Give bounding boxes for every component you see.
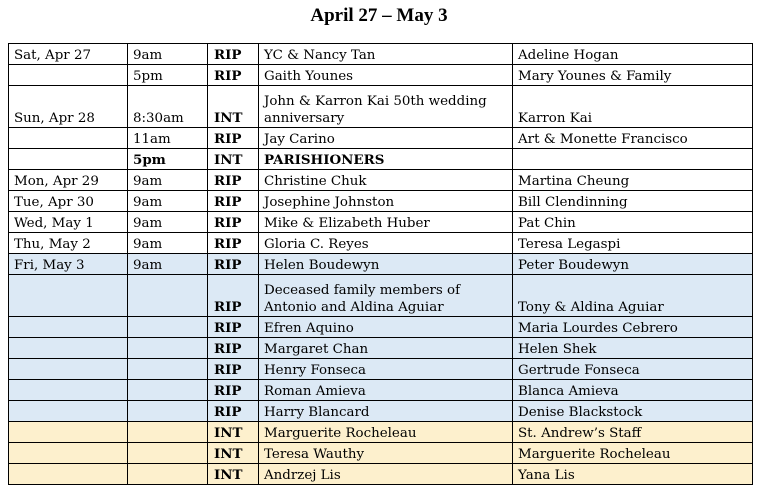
- day-cell: [9, 380, 128, 401]
- requested-by-cell: Adeline Hogan: [513, 44, 753, 65]
- day-cell: [9, 128, 128, 149]
- table-row: [9, 149, 753, 170]
- day-cell: [9, 65, 128, 86]
- table-row: [9, 86, 753, 128]
- requested-by-cell: St. Andrew’s Staff: [513, 422, 753, 443]
- intention-type-cell: RIP: [208, 401, 259, 422]
- time-cell: [128, 275, 208, 317]
- table-row: [9, 275, 753, 317]
- time-cell: 9am: [128, 254, 208, 275]
- time-cell: 5pm: [128, 149, 208, 170]
- requested-by-cell: Maria Lourdes Cebrero: [513, 317, 753, 338]
- day-cell: Fri, May 3: [9, 254, 128, 275]
- day-cell: Tue, Apr 30: [9, 191, 128, 212]
- time-cell: 5pm: [128, 65, 208, 86]
- intention-type-cell: INT: [208, 443, 259, 464]
- requested-by-cell: Gertrude Fonseca: [513, 359, 753, 380]
- intention-type-cell: INT: [208, 422, 259, 443]
- intention-for-cell: Christine Chuk: [259, 170, 513, 191]
- requested-by-cell: Denise Blackstock: [513, 401, 753, 422]
- mass-intentions-table: [8, 43, 753, 485]
- time-cell: 8:30am: [128, 86, 208, 128]
- requested-by-cell: Teresa Legaspi: [513, 233, 753, 254]
- intention-for-cell: Jay Carino: [259, 128, 513, 149]
- intention-type-cell: RIP: [208, 128, 259, 149]
- intention-type-cell: RIP: [208, 44, 259, 65]
- page-title: April 27 – May 3: [310, 5, 448, 26]
- day-cell: [9, 401, 128, 422]
- table-row: [9, 359, 753, 380]
- intention-for-cell: YC & Nancy Tan: [259, 44, 513, 65]
- intention-type-cell: INT: [208, 149, 259, 170]
- day-cell: [9, 443, 128, 464]
- intention-type-cell: RIP: [208, 275, 259, 317]
- day-cell: Sat, Apr 27: [9, 44, 128, 65]
- intention-type-cell: RIP: [208, 65, 259, 86]
- time-cell: [128, 443, 208, 464]
- intention-type-cell: RIP: [208, 317, 259, 338]
- requested-by-cell: Helen Shek: [513, 338, 753, 359]
- intention-for-cell: PARISHIONERS: [259, 149, 513, 170]
- requested-by-cell: Tony & Aldina Aguiar: [513, 275, 753, 317]
- table-row: [9, 254, 753, 275]
- intention-for-cell: Margaret Chan: [259, 338, 513, 359]
- requested-by-cell: [513, 149, 753, 170]
- table-row: [9, 191, 753, 212]
- time-cell: [128, 317, 208, 338]
- intention-for-cell: Helen Boudewyn: [259, 254, 513, 275]
- requested-by-cell: Yana Lis: [513, 464, 753, 485]
- intention-for-cell: Harry Blancard: [259, 401, 513, 422]
- time-cell: 11am: [128, 128, 208, 149]
- time-cell: [128, 380, 208, 401]
- day-cell: [9, 338, 128, 359]
- intention-for-cell: Deceased family members of Antonio and Aldina Aguiar: [259, 275, 513, 317]
- day-cell: [9, 359, 128, 380]
- table-row: [9, 212, 753, 233]
- time-cell: 9am: [128, 233, 208, 254]
- intention-for-cell: Gloria C. Reyes: [259, 233, 513, 254]
- intention-type-cell: INT: [208, 86, 259, 128]
- intention-for-cell: Mike & Elizabeth Huber: [259, 212, 513, 233]
- intention-type-cell: RIP: [208, 338, 259, 359]
- table-row: [9, 317, 753, 338]
- requested-by-cell: Blanca Amieva: [513, 380, 753, 401]
- table-row: [9, 44, 753, 65]
- table-row: [9, 65, 753, 86]
- intention-for-cell: Teresa Wauthy: [259, 443, 513, 464]
- day-cell: Thu, May 2: [9, 233, 128, 254]
- intention-type-cell: RIP: [208, 233, 259, 254]
- intention-type-cell: RIP: [208, 212, 259, 233]
- table-row: [9, 128, 753, 149]
- day-cell: [9, 422, 128, 443]
- intention-for-cell: Josephine Johnston: [259, 191, 513, 212]
- table-row: [9, 170, 753, 191]
- requested-by-cell: Pat Chin: [513, 212, 753, 233]
- table-row: [9, 401, 753, 422]
- requested-by-cell: Mary Younes & Family: [513, 65, 753, 86]
- time-cell: 9am: [128, 212, 208, 233]
- day-cell: Mon, Apr 29: [9, 170, 128, 191]
- requested-by-cell: Marguerite Rocheleau: [513, 443, 753, 464]
- day-cell: [9, 149, 128, 170]
- day-cell: [9, 317, 128, 338]
- intention-type-cell: RIP: [208, 170, 259, 191]
- table-row: [9, 422, 753, 443]
- intention-for-cell: Andrzej Lis: [259, 464, 513, 485]
- intention-type-cell: RIP: [208, 191, 259, 212]
- intention-for-cell: John & Karron Kai 50th wedding anniversary: [259, 86, 513, 128]
- table-row: [9, 380, 753, 401]
- requested-by-cell: Bill Clendinning: [513, 191, 753, 212]
- intention-for-cell: Henry Fonseca: [259, 359, 513, 380]
- requested-by-cell: Art & Monette Francisco: [513, 128, 753, 149]
- intention-for-cell: Roman Amieva: [259, 380, 513, 401]
- day-cell: Wed, May 1: [9, 212, 128, 233]
- intention-for-cell: Efren Aquino: [259, 317, 513, 338]
- time-cell: [128, 359, 208, 380]
- intention-for-cell: Marguerite Rocheleau: [259, 422, 513, 443]
- requested-by-cell: Karron Kai: [513, 86, 753, 128]
- requested-by-cell: Martina Cheung: [513, 170, 753, 191]
- time-cell: 9am: [128, 170, 208, 191]
- table-row: [9, 443, 753, 464]
- intention-type-cell: INT: [208, 464, 259, 485]
- time-cell: 9am: [128, 44, 208, 65]
- time-cell: [128, 422, 208, 443]
- time-cell: [128, 338, 208, 359]
- intention-for-cell: Gaith Younes: [259, 65, 513, 86]
- day-cell: [9, 275, 128, 317]
- time-cell: 9am: [128, 191, 208, 212]
- requested-by-cell: Peter Boudewyn: [513, 254, 753, 275]
- table-row: [9, 233, 753, 254]
- intention-type-cell: RIP: [208, 380, 259, 401]
- time-cell: [128, 401, 208, 422]
- table-row: [9, 338, 753, 359]
- intention-type-cell: RIP: [208, 254, 259, 275]
- day-cell: Sun, Apr 28: [9, 86, 128, 128]
- intention-type-cell: RIP: [208, 359, 259, 380]
